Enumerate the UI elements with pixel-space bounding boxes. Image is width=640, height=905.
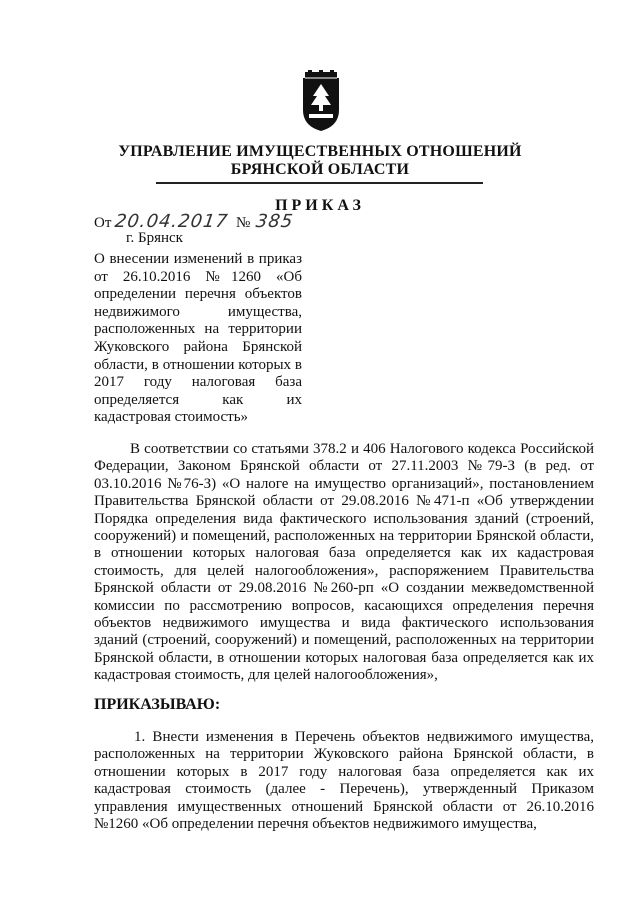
handwritten-number: 385 bbox=[254, 211, 295, 232]
header-divider bbox=[156, 182, 483, 184]
number-sign: № bbox=[235, 215, 251, 231]
subject-block: О внесении изменений в приказ от 26.10.2016 №1260 «Об определении перечня объектов недвижимого имущества, расположенных на территории Жуковского района Брянской области, в отношении которых в 2017 году налоговая база определяется как их кадастровая стоимость» bbox=[94, 251, 302, 426]
handwritten-date: 20.04.2017 bbox=[113, 211, 230, 232]
date-number-line bbox=[94, 211, 293, 232]
city: г. Брянск bbox=[126, 230, 183, 246]
organization-name-line1: УПРАВЛЕНИЕ ИМУЩЕСТВЕННЫХ ОТНОШЕНИЙ bbox=[118, 143, 522, 160]
order-heading: ПРИКАЗЫВАЮ: bbox=[94, 696, 221, 713]
document-title: ПРИКАЗ bbox=[275, 197, 365, 214]
order-item-1: 1. Внести изменения в Перечень объектов недвижимого имущества, расположенных на территории Жуковского района Брянской области, в отношении которых в 2017 году налоговая база определяется как их кадастровая стоимость (далее - Перечень), утвержденный Приказом управления имущественных отношений Брянской области от 26.10.2016 №1260 «Об определении перечня объектов недвижимого имущества, bbox=[94, 729, 594, 833]
organization-name-line2: БРЯНСКОЙ ОБЛАСТИ bbox=[230, 161, 410, 178]
preamble-paragraph: В соответствии со статьями 378.2 и 406 Налогового кодекса Российской Федерации, Законом Брянской области от 27.11.2003 №79-З (в ред. от 03.10.2016 №76-З) «О налоге на имущество организаций», постановлением Правительства Брянской области от 29.08.2016 №471-п «Об утверждении Порядка определения вида фактического использования зданий (строений, сооружений) и помещений, расположенных на территории Брянской области, в отношении которых налоговая база определяется как их кадастровая стоимость, для целей налогообложения», распоряжением Правительства Брянской области от 29.08.2016 №260-рп «О создании межведомственной комиссии по рассмотрению вопросов, касающихся определения перечня объектов недвижимого имущества и вида фактического использования зданий (строений, сооружений) и помещений, расположенных на территории Брянской области, в отношении которых налоговая база определяется как их кадастровая стоимость, для целей налогообложения», bbox=[94, 441, 594, 684]
coat-of-arms-icon bbox=[299, 70, 343, 132]
date-prefix: От bbox=[94, 215, 112, 231]
